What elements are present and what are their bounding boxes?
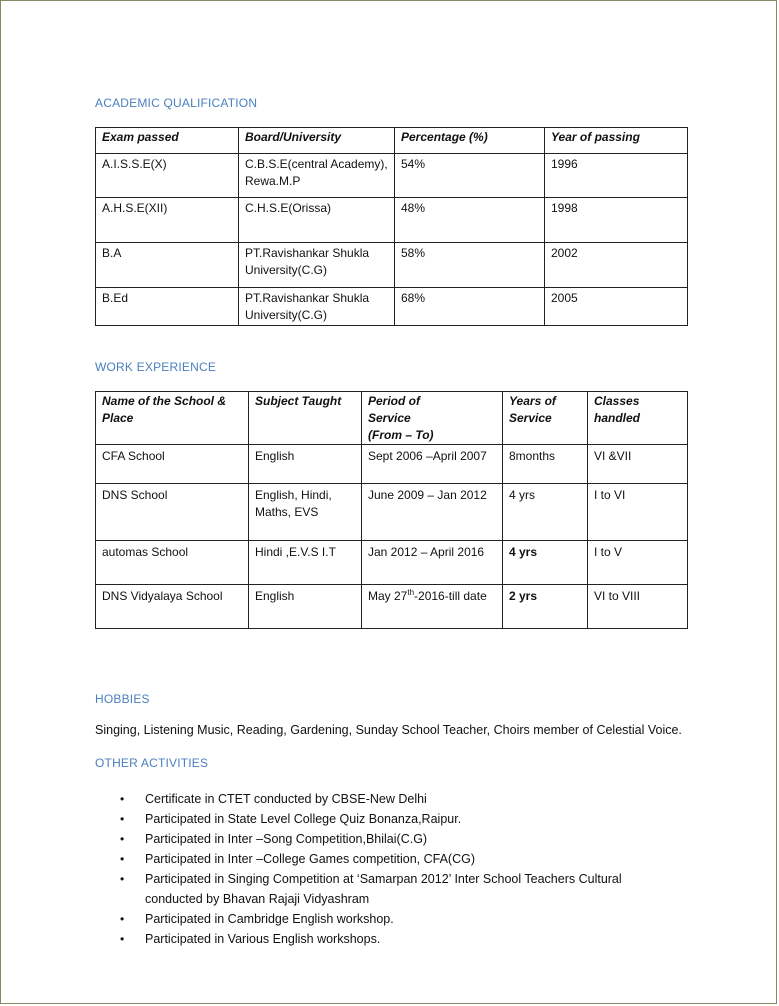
classes-cell: VI to VIII xyxy=(588,585,688,629)
bullet-icon: • xyxy=(120,792,125,806)
exam-cell: A.I.S.S.E(X) xyxy=(96,154,239,198)
header-line: Service xyxy=(509,411,552,425)
work-header-row xyxy=(96,392,688,445)
work-heading: WORK EXPERIENCE xyxy=(95,360,217,374)
percentage-cell: 58% xyxy=(395,243,545,288)
academic-header-percentage: Percentage (%) xyxy=(395,128,545,154)
table-row xyxy=(96,154,688,198)
exam-cell: B.A xyxy=(96,243,239,288)
hobbies-heading: HOBBIES xyxy=(95,692,150,706)
work-header-period xyxy=(362,392,503,445)
list-item xyxy=(120,869,665,909)
table-row xyxy=(96,288,688,326)
list-item-text: Participated in Cambridge English workshop. xyxy=(145,912,394,926)
period-text: May 27 xyxy=(368,589,408,603)
subject-cell: English xyxy=(249,585,362,629)
table-row xyxy=(96,585,688,629)
bullet-icon: • xyxy=(120,812,125,826)
school-cell: CFA School xyxy=(96,445,249,484)
period-text: -2016-till date xyxy=(414,589,487,603)
activities-heading: OTHER ACTIVITIES xyxy=(95,756,209,770)
school-cell: automas School xyxy=(96,541,249,585)
academic-header-board: Board/University xyxy=(239,128,395,154)
list-item-text: Participated in Singing Competition at ‘Samarpan 2012’ Inter School Teachers Cultural conducted by Bhavan Rajaji Vidyashram xyxy=(145,872,622,906)
subject-cell: English xyxy=(249,445,362,484)
year-cell: 2005 xyxy=(545,288,688,326)
table-row xyxy=(96,445,688,484)
years-cell: 4 yrs xyxy=(503,484,588,541)
list-item xyxy=(120,849,665,869)
classes-cell: VI &VII xyxy=(588,445,688,484)
header-line: Years of xyxy=(509,394,556,408)
classes-cell: I to VI xyxy=(588,484,688,541)
percentage-cell: 68% xyxy=(395,288,545,326)
header-line: Name of the School & xyxy=(102,394,227,408)
classes-cell: I to V xyxy=(588,541,688,585)
hobbies-text: Singing, Listening Music, Reading, Gardening, Sunday School Teacher, Choirs member of Celestial Voice. xyxy=(95,723,682,737)
year-cell: 1996 xyxy=(545,154,688,198)
list-item xyxy=(120,929,665,949)
period-superscript: th xyxy=(407,588,415,597)
period-cell xyxy=(362,585,503,629)
exam-cell: B.Ed xyxy=(96,288,239,326)
year-cell: 1998 xyxy=(545,198,688,243)
list-item-text: Participated in State Level College Quiz Bonanza,Raipur. xyxy=(145,812,462,826)
percentage-cell: 48% xyxy=(395,198,545,243)
header-line: Classes xyxy=(594,394,640,408)
board-cell: C.B.S.E(central Academy), Rewa.M.P xyxy=(239,154,395,198)
board-cell: PT.Ravishankar Shukla University(C.G) xyxy=(239,288,395,326)
board-cell: PT.Ravishankar Shukla University(C.G) xyxy=(239,243,395,288)
subject-cell: English, Hindi, Maths, EVS xyxy=(249,484,362,541)
period-cell: Sept 2006 –April 2007 xyxy=(362,445,503,484)
header-line: (From – To) xyxy=(368,428,434,442)
table-row xyxy=(96,198,688,243)
work-header-subject: Subject Taught xyxy=(249,392,362,445)
year-cell: 2002 xyxy=(545,243,688,288)
work-header-school xyxy=(96,392,249,445)
school-cell: DNS Vidyalaya School xyxy=(96,585,249,629)
work-header-years xyxy=(503,392,588,445)
list-item-text: Participated in Inter –Song Competition,Bhilai(C.G) xyxy=(145,832,428,846)
period-cell: Jan 2012 – April 2016 xyxy=(362,541,503,585)
work-table xyxy=(95,391,688,629)
school-cell: DNS School xyxy=(96,484,249,541)
years-cell: 4 yrs xyxy=(503,541,588,585)
list-item-text: Participated in Inter –College Games competition, CFA(CG) xyxy=(145,852,475,866)
list-item xyxy=(120,809,665,829)
list-item-text: Certificate in CTET conducted by CBSE-New Delhi xyxy=(145,792,427,806)
bullet-icon: • xyxy=(120,912,125,926)
subject-cell: Hindi ,E.V.S I.T xyxy=(249,541,362,585)
table-row xyxy=(96,243,688,288)
activities-list xyxy=(120,789,665,949)
academic-header-year: Year of passing xyxy=(545,128,688,154)
list-item xyxy=(120,829,665,849)
board-cell: C.H.S.E(Orissa) xyxy=(239,198,395,243)
bullet-icon: • xyxy=(120,872,125,886)
work-header-classes xyxy=(588,392,688,445)
period-cell: June 2009 – Jan 2012 xyxy=(362,484,503,541)
percentage-cell: 54% xyxy=(395,154,545,198)
exam-cell: A.H.S.E(XII) xyxy=(96,198,239,243)
academic-table xyxy=(95,127,688,326)
header-line: Service xyxy=(368,411,411,425)
academic-heading: ACADEMIC QUALIFICATION xyxy=(95,96,258,110)
header-line: handled xyxy=(594,411,641,425)
years-cell: 2 yrs xyxy=(503,585,588,629)
years-cell: 8months xyxy=(503,445,588,484)
list-item xyxy=(120,909,665,929)
table-row xyxy=(96,541,688,585)
header-line: Period of xyxy=(368,394,421,408)
list-item xyxy=(120,789,665,809)
bullet-icon: • xyxy=(120,832,125,846)
header-line: Place xyxy=(102,411,134,425)
table-row xyxy=(96,484,688,541)
bullet-icon: • xyxy=(120,932,125,946)
bullet-icon: • xyxy=(120,852,125,866)
academic-header-row xyxy=(96,128,688,154)
academic-header-exam: Exam passed xyxy=(96,128,239,154)
list-item-text: Participated in Various English workshops. xyxy=(145,932,381,946)
